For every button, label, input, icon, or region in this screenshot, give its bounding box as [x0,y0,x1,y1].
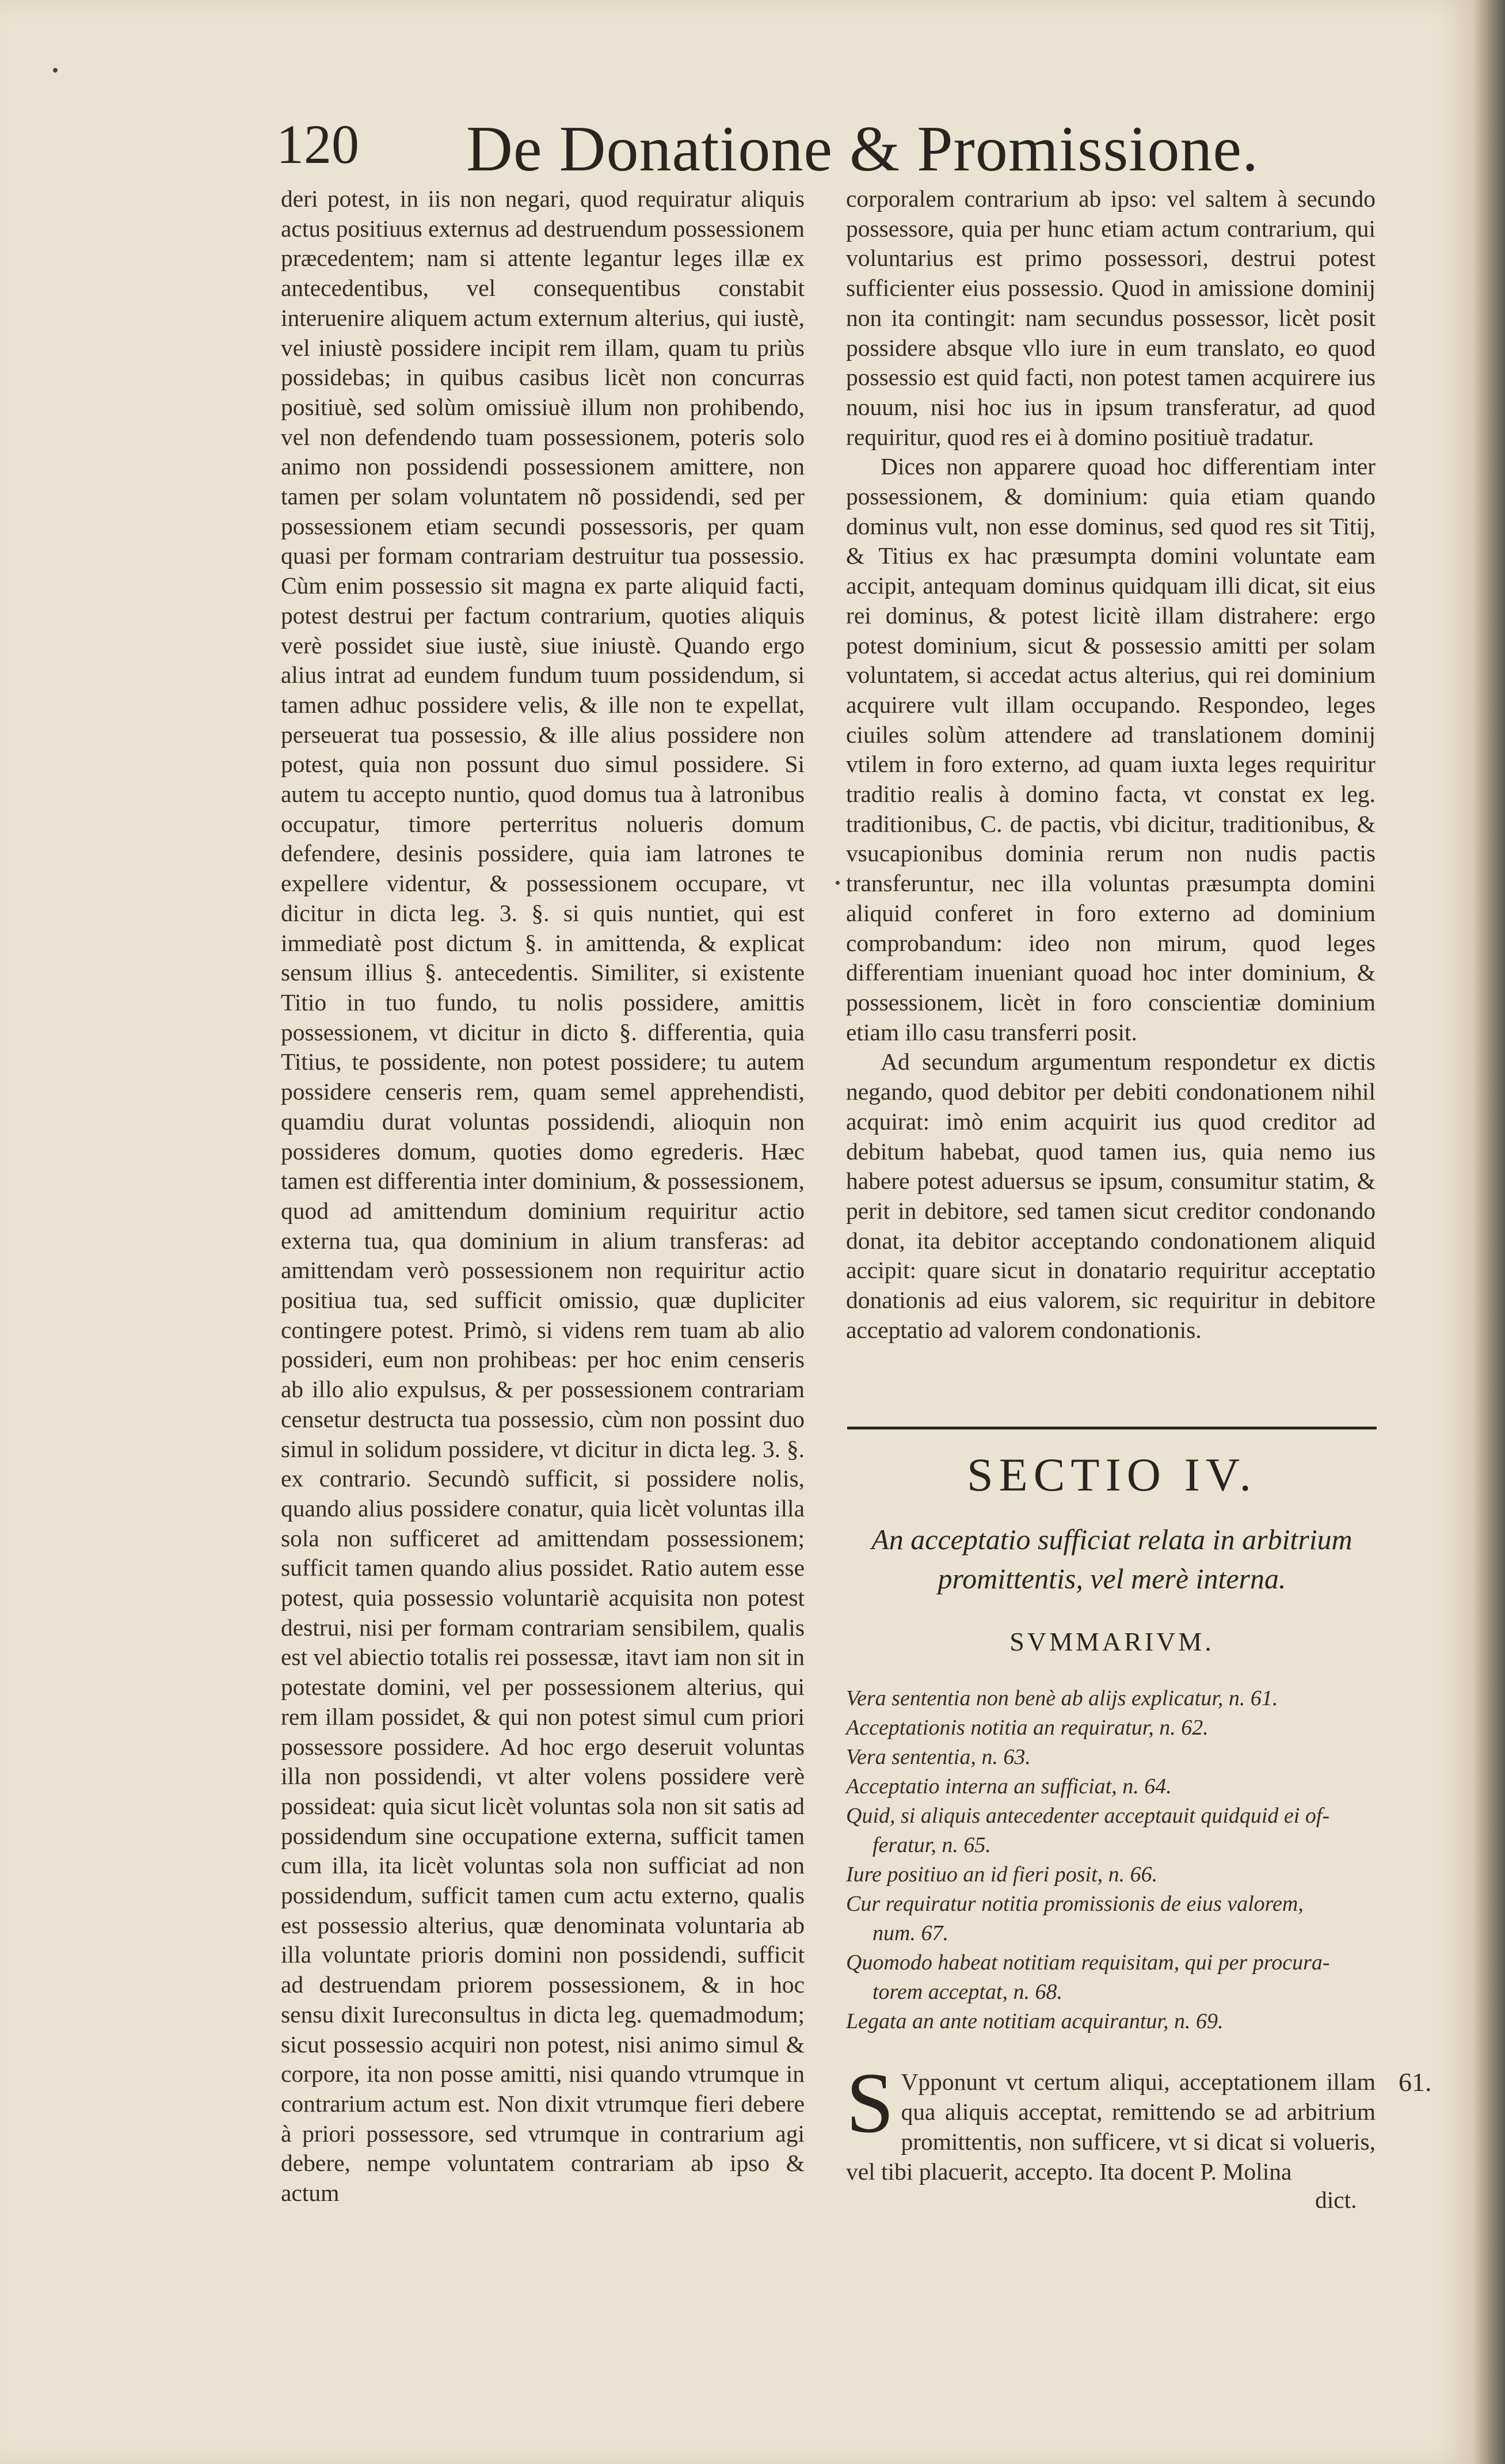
summary-title: SVMMARIVM. [1009,1627,1214,1656]
summary-item: Legata an ante notitiam acquirantur, n. 69. [846,2009,1224,2033]
summary-item: Acceptatio interna an sufficiat, n. 64. [846,1774,1172,1798]
running-title: De Donatione & Promissione. [466,113,1259,185]
summary-list [846,1684,1376,2036]
summary-item: Quomodo habeat notitiam requisitam, qui per procura- [846,1950,1330,1975]
margin-number: 61. [1399,2067,1432,2097]
left-column [281,184,805,2208]
page-header [276,112,1266,187]
closing-text: Vpponunt vt certum aliqui, acceptationem illam qua aliquis acceptat, remittendo se ad arbitrium promittentis, non sufficere, vt si dicat si volueris, vel tibi placuerit, accepto. Ita docent P. Molina [846,2068,1376,2185]
summary-item: Iure positiuo an id fieri posit, n. 66. [846,1862,1158,1887]
paper-speck [53,68,58,73]
paper-speck [836,881,840,885]
paragraph: corporalem contrarium ab ipso: vel saltem à secundo possessore, quia per hunc etiam actum contrarium, qui voluntarius est primo possessori, destrui potest sufficienter eius possessio. Quod in amissione dominij non ita contingit: nam secundus possessor, licèt posit possidere absque vllo iure in eum translato, eo quod possessio est quid facti, non potest tamen acquirere ius nouum, nisi hoc ius in ipsum transferatur, ad quod requiritur, quod res ei à domino positiuè tradatur. [846,185,1376,450]
right-column [846,184,1376,1345]
summary-item: Vera sententia, n. 63. [846,1745,1031,1769]
paragraph: deri potest, in iis non negari, quod requiratur aliquis actus positiuus externus ad destruendum possessionem præcedentem; nam si attente legantur leges illæ ex antecedentibus, vel consequentibus constabit interuenire aliquem actum externum alterius, qui iustè, vel iniustè possidere incipit rem illam, quam tu priùs possidebas; in quibus casibus licèt non concurras positiuè, sed solùm omissiuè illum non prohibendo, vel non defendendo tuam possessionem, poteris solo animo non possidendi possessionem amittere, non tamen per solam voluntatem nõ possidendi, sed per possessionem etiam secundi possessoris, per quam quasi per formam contrariam destruitur tua possessio. Cùm enim possessio sit magna ex parte aliquid facti, potest destrui per factum contrarium, quoties aliquis verè possidet siue iustè, siue iniustè. Quando ergo alius intrat ad eundem fundum tuum possidendum, si tamen adhuc possidere velis, & ille non te expellat, perseuerat tua possessio, & ille alius possidere non potest, quia non possunt duo simul possidere. Si autem tu accepto nuntio, quod domus tua à latronibus occupatur, timore perterritus nolueris domum defendere, desinis possidere, quia iam latrones te expellere videntur, & possessionem occupare, vt dicitur in dicta leg. 3. §. si quis nuntiet, qui est immediatè post dictum §. in amittenda, & explicat sensum illius §. antecedentis. Similiter, si existente Titio in tuo fundo, tu nolis possidere, amittis possessionem, vt dicitur in dicto §. differentia, quia Titius, te possidente, non potest possidere; tu autem possidere censeris rem, quam semel apprehendisti, quamdiu durat voluntas possidendi, alioquin non possideres domum, quoties domo egrederis. Hæc tamen est differentia inter dominium, & possessionem, quod ad amittendum dominium requiritur actio externa tua, qua dominium in alium transferas: ad amittendam verò possessionem non requiritur actio positiua tua, sed sufficit omissio, quæ dupliciter contingere potest. Primò, si videns rem tuam ab alio possideri, eum non prohibeas: per hoc enim censeris ab illo alio expulsus, & per possessionem contrariam censetur destructa tua possessio, cùm non possint duo simul in solidum possidere, vt dicitur in dicta leg. 3. §. ex contrario. Secundò sufficit, si possidere nolis, quando alius possidere conatur, quia licèt voluntas illa sola non sufficeret ad amittendam possessionem; sufficit tamen quando alius possidet. Ratio autem esse potest, quia possessio voluntariè acquisita non potest destrui, nisi per formam contrariam sensibilem, qualis est vel abiectio totalis rei possessæ, itavt iam non sit in potestate domini, vel per possessionem alterius, qui rem illam possidet, & qui non potest simul cum priori possessore possidere. Ad hoc ergo deseruit voluntas illa non possidendi, vt alter volens possidere verè possideat: quia sicut licèt voluntas sola non sit satis ad possidendum sine occupatione externa, sufficit tamen cum illa, ita licèt voluntas sola non sufficiat ad non possidendum, sufficit tamen cum actu externo, qualis est possessio alterius, quæ denominata voluntaria ab illa voluntate prioris domini non possidendi, sufficit ad destruendam priorem possessionem, & in hoc sensu dixit Iureconsultus in dicta leg. quemadmodum; sicut possessio acquiri non potest, nisi animo simul & corpore, ita non posse amitti, nisi quando vtrumque in contrarium actum est. Non dixit vtrumque fieri debere à priori possessore, sed vtrumque in contrarium agi debere, nempe voluntatem contrariam ab ipso & actum [281,185,805,2207]
summary-item: Vera sententia non benè ab alijs explicatur, n. 61. [846,1686,1278,1710]
paragraph: Ad secundum argumentum respondetur ex dictis negando, quod debitor per debiti condonationem nihil acquirat: imò enim acquirit ius quod creditor ad debitum habebat, quod tamen ius, quia nemo ius habere potest aduersus se ipsum, consumitur statim, & perit in debitore, sed tamen sicut creditor condonando donat, ita debitor acceptando condonationem aliquid accipit: quare sicut in donatario requiritur acceptatio donationis ad eius valorem, sic requiritur in debitore acceptatio ad valorem condonationis. [846,1048,1376,1343]
drop-cap: S [846,2055,894,2151]
closing-paragraph [846,2055,1376,2187]
section-subtitle-line: promittentis, vel merè interna. [938,1562,1286,1595]
summary-item: feratur, n. 65. [872,1833,991,1857]
summary-item: Cur requiratur notitia promissionis de eius valorem, [846,1892,1304,1916]
section-heading: SECTIO IV. [967,1448,1257,1501]
page-number: 120 [276,113,359,175]
summary-item: num. 67. [872,1921,948,1945]
summary-item: Acceptationis notitia an requiratur, n. 62. [846,1716,1209,1740]
section-subtitle-line: An acceptatio sufficiat relata in arbitrium [871,1523,1352,1556]
section-divider [847,1427,1377,1429]
page-edge [1473,0,1505,2464]
summary-item: torem acceptat, n. 68. [872,1980,1062,2004]
catchword: dict. [1315,2187,1357,2213]
section-subtitle [847,1520,1377,1598]
summary-item: Quid, si aliquis antecedenter acceptauit quidquid ei of- [846,1804,1330,1828]
paragraph: Dices non apparere quoad hoc differentiam inter possessionem, & dominium: quia etiam quando dominus vult, non esse dominus, sed quod res sit Titij, & Titius ex hac præsumpta domini voluntate eam accipit, antequam dominus quidquam illi dicat, sit eius rei dominus, & potest licitè illam distrahere: ergo potest dominium, sicut & possessio amitti per solam voluntatem, si accedat actus alterius, qui rei dominium acquirere vult illam occupando. Respondeo, leges ciuiles solùm attendere ad translationem dominij vtilem in foro externo, ad quam iuxta leges requiritur traditio realis à domino facta, vt constat ex leg. traditionibus, C. de pactis, vbi dicitur, traditionibus, & vsucapionibus dominia rerum non nudis pactis transferuntur, nec illa voluntas præsumpta domini aliquid conferet in foro externo ad dominium comprobandum: ideo non mirum, quod leges differentiam inueniant quoad hoc inter dominium, & possessionem, licèt in foro conscientiæ dominium etiam illo casu transferri posit. [846,453,1376,1045]
